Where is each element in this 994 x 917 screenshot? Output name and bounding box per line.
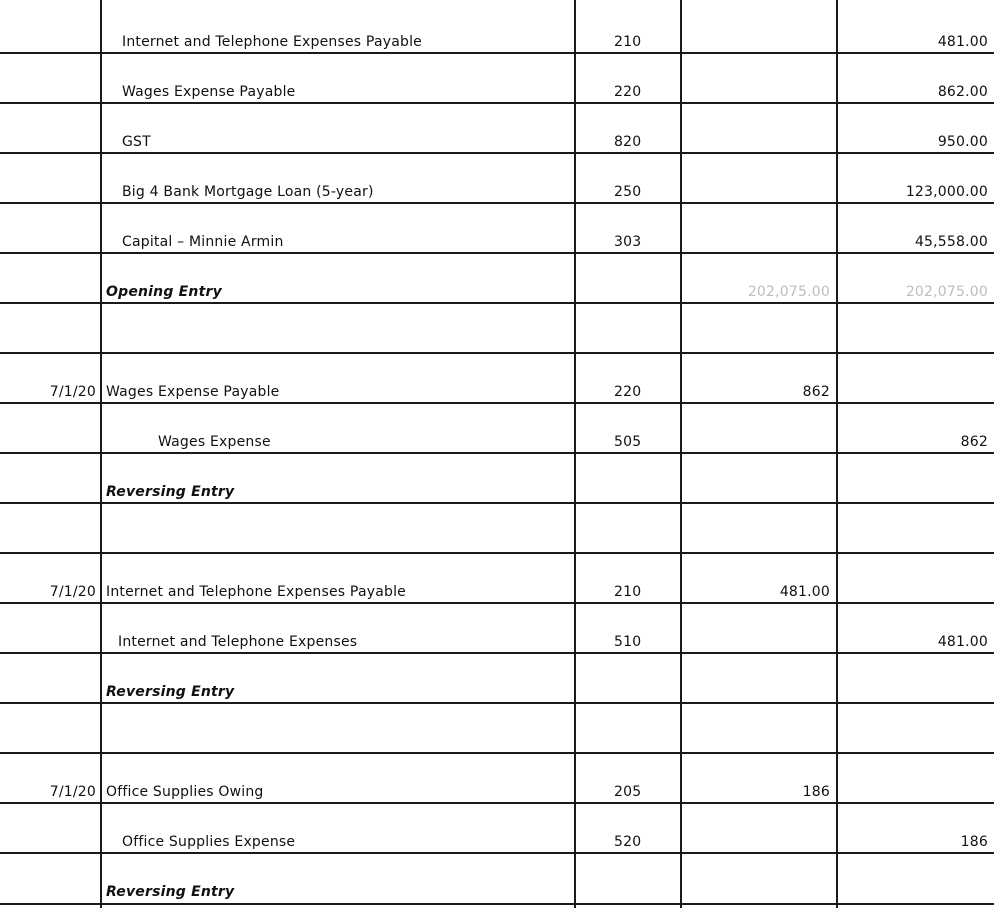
debit-cell[interactable] [682, 852, 830, 902]
row-divider [0, 102, 994, 104]
account-cell[interactable] [106, 302, 566, 352]
post-ref-cell[interactable]: 820 [614, 134, 642, 150]
post-ref-cell[interactable]: 220 [614, 84, 642, 100]
table-row [0, 67, 994, 117]
row-divider [0, 552, 994, 554]
table-row [0, 367, 994, 417]
table-row [0, 852, 994, 902]
credit-cell[interactable]: 123,000.00 [905, 184, 988, 200]
credit-cell[interactable]: 481.00 [937, 634, 988, 650]
credit-cell[interactable] [838, 567, 988, 617]
debit-cell[interactable] [682, 702, 830, 752]
date-cell[interactable] [0, 852, 96, 902]
account-cell[interactable] [106, 702, 566, 752]
date-cell[interactable]: 7/1/20 [49, 384, 96, 400]
entry-note-cell[interactable]: Reversing Entry [106, 884, 235, 900]
credit-cell[interactable] [838, 702, 988, 752]
date-cell[interactable] [0, 252, 96, 302]
debit-cell[interactable]: 481.00 [779, 584, 830, 600]
date-cell[interactable] [0, 452, 96, 502]
debit-cell[interactable]: 862 [802, 384, 830, 400]
account-cell[interactable]: Wages Expense Payable [122, 84, 296, 100]
date-cell[interactable] [0, 17, 96, 67]
post-ref-cell[interactable]: 505 [614, 434, 642, 450]
post-ref-cell[interactable] [614, 852, 674, 902]
debit-total-cell[interactable]: 202,075.00 [747, 284, 830, 300]
table-row [0, 767, 994, 817]
table-row [0, 702, 994, 752]
post-ref-cell[interactable] [614, 652, 674, 702]
debit-cell[interactable]: 186 [802, 784, 830, 800]
row-divider [0, 402, 994, 404]
post-ref-cell[interactable]: 520 [614, 834, 642, 850]
post-ref-cell[interactable] [614, 452, 674, 502]
table-row [0, 302, 994, 352]
debit-cell[interactable] [682, 502, 830, 552]
post-ref-cell[interactable]: 303 [614, 234, 642, 250]
post-ref-cell[interactable]: 250 [614, 184, 642, 200]
table-row [0, 117, 994, 167]
post-ref-cell[interactable]: 210 [614, 584, 642, 600]
date-cell[interactable] [0, 652, 96, 702]
entry-note-cell[interactable]: Reversing Entry [106, 484, 235, 500]
date-cell[interactable] [0, 67, 96, 117]
post-ref-cell[interactable]: 205 [614, 784, 642, 800]
table-row [0, 167, 994, 217]
credit-cell[interactable] [838, 367, 988, 417]
row-divider [0, 352, 994, 354]
debit-cell[interactable] [682, 17, 830, 67]
entry-note-cell[interactable]: Opening Entry [106, 284, 222, 300]
credit-cell[interactable] [838, 852, 988, 902]
credit-cell[interactable]: 862.00 [937, 84, 988, 100]
row-divider [0, 152, 994, 154]
debit-cell[interactable] [682, 302, 830, 352]
date-cell[interactable]: 7/1/20 [49, 584, 96, 600]
date-cell[interactable] [0, 117, 96, 167]
credit-cell[interactable] [838, 502, 988, 552]
row-divider [0, 752, 994, 754]
account-cell[interactable]: Wages Expense Payable [106, 384, 280, 400]
post-ref-cell[interactable]: 220 [614, 384, 642, 400]
account-cell[interactable] [106, 502, 566, 552]
table-row [0, 252, 994, 302]
date-cell[interactable] [0, 167, 96, 217]
credit-cell[interactable] [838, 302, 988, 352]
credit-cell[interactable] [838, 767, 988, 817]
table-row [0, 17, 994, 67]
post-ref-cell[interactable] [614, 302, 674, 352]
credit-cell[interactable]: 862 [960, 434, 988, 450]
row-divider [0, 52, 994, 54]
post-ref-cell[interactable] [614, 502, 674, 552]
date-cell[interactable] [0, 702, 96, 752]
date-cell[interactable] [0, 502, 96, 552]
post-ref-cell[interactable]: 210 [614, 34, 642, 50]
credit-cell[interactable] [838, 652, 988, 702]
row-divider [0, 903, 994, 905]
account-cell[interactable]: Wages Expense [158, 434, 271, 450]
debit-cell[interactable] [682, 452, 830, 502]
row-divider [0, 202, 994, 204]
date-cell[interactable]: 7/1/20 [49, 784, 96, 800]
debit-cell[interactable] [682, 167, 830, 217]
credit-cell[interactable]: 950.00 [937, 134, 988, 150]
table-row [0, 452, 994, 502]
account-cell[interactable]: GST [122, 134, 151, 150]
credit-cell[interactable] [838, 452, 988, 502]
debit-cell[interactable] [682, 117, 830, 167]
account-cell[interactable]: Office Supplies Expense [122, 834, 296, 850]
table-row [0, 652, 994, 702]
account-cell[interactable]: Big 4 Bank Mortgage Loan (5-year) [122, 184, 374, 200]
debit-cell[interactable] [682, 652, 830, 702]
account-cell[interactable]: Internet and Telephone Expenses [118, 634, 358, 650]
date-cell[interactable] [0, 302, 96, 352]
entry-note-cell[interactable]: Reversing Entry [106, 684, 235, 700]
debit-cell[interactable] [682, 67, 830, 117]
account-cell[interactable]: Internet and Telephone Expenses Payable [122, 34, 422, 50]
row-divider [0, 602, 994, 604]
post-ref-cell[interactable] [614, 702, 674, 752]
post-ref-cell[interactable]: 510 [614, 634, 642, 650]
account-cell[interactable]: Capital – Minnie Armin [122, 234, 284, 250]
credit-total-cell[interactable]: 202,075.00 [905, 284, 988, 300]
table-row [0, 502, 994, 552]
account-cell[interactable]: Internet and Telephone Expenses Payable [106, 584, 406, 600]
credit-cell[interactable]: 186 [960, 834, 988, 850]
table-row [0, 567, 994, 617]
row-divider [0, 802, 994, 804]
account-cell[interactable]: Office Supplies Owing [106, 784, 264, 800]
credit-cell[interactable]: 45,558.00 [914, 234, 988, 250]
credit-cell[interactable]: 481.00 [937, 34, 988, 50]
